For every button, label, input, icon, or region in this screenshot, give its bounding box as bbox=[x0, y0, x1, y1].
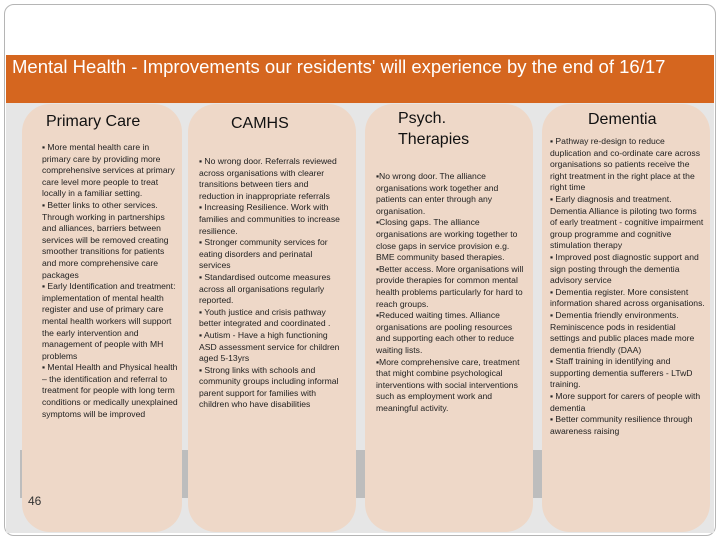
list-item: ▪ Early diagnosis and treatment. Dementia Alliance is piloting two forms of early treatment - cognitive impairment group programme and cognitive stimulation therapy bbox=[550, 193, 704, 251]
list-item: ▪ Early Identification and treatment: implementation of mental health register and use of primary care mental health workers will support the early intervention and management of people with MH problems bbox=[42, 281, 176, 361]
list-item: ▪ Autism - Have a high functioning ASD assessment service for children aged 5-13yrs bbox=[199, 329, 340, 364]
list-item: ▪ Pathway re-design to reduce duplication and co-ordinate care across organisations so patients receive the right treatment in the right place at the right time bbox=[550, 136, 701, 193]
column-heading-dementia: Dementia bbox=[588, 111, 657, 128]
column-body-primary-care bbox=[42, 142, 178, 420]
list-item: ▪ Youth justice and crisis pathway better integrated and coordinated . bbox=[199, 306, 331, 329]
column-heading-camhs: CAMHS bbox=[231, 115, 289, 132]
list-item: ▪ More mental health care in primary care by providing more comprehensive services at primary care level more people to treat locally in a familiar setting. bbox=[42, 142, 175, 199]
column-heading-primary-care: Primary Care bbox=[46, 113, 141, 130]
list-item: ▪More comprehensive care, treatment that might combine psychological interventions with social interventions such as employment work and meaningful activity. bbox=[376, 356, 520, 413]
list-item: ▪ No wrong door. Referrals reviewed across organisations with clearer transitions between tiers and reduction in inappropriate referrals bbox=[199, 156, 337, 201]
list-item: ▪ Standardised outcome measures across all organisations regularly reported. bbox=[199, 271, 331, 306]
list-item: ▪ Strong links with schools and community groups including informal parent support for families with children who have disabilities bbox=[199, 364, 339, 410]
list-item: ▪ Better community resilience through awareness raising bbox=[550, 414, 693, 436]
column-body-psych-therapies bbox=[376, 171, 524, 414]
column-body-camhs bbox=[199, 156, 345, 411]
list-item: ▪Better access. More organisations will provide therapies for common mental health problems particularly for hard to reach groups. bbox=[376, 263, 524, 309]
list-item: ▪ Increasing Resilience. Work with families and communities to increase resilience. bbox=[199, 202, 340, 236]
list-item: ▪ More support for carers of people with dementia bbox=[550, 391, 701, 413]
list-item: ▪ Improved post diagnostic support and sign posting through the dementia advisory service bbox=[550, 251, 699, 286]
list-item: ▪ Stronger community services for eating disorders and perinatal services bbox=[199, 237, 328, 271]
column-heading-psych-therapies: Psych. Therapies bbox=[398, 110, 470, 148]
list-item: ▪ Dementia register. More consistent information shared across organisations. bbox=[550, 286, 705, 309]
list-item: ▪ Dementia friendly environments. Reminiscence pods in residential settings and public places made more dementia friendly (DAA) bbox=[550, 309, 695, 355]
list-item: ▪Closing gaps. The alliance organisations are working together to close gaps in service provision e.g. BME community based therapies. bbox=[376, 217, 518, 263]
page-number: 46 bbox=[28, 494, 42, 508]
slide-title: Mental Health - Improvements our residents' will experience by the end of 16/17 bbox=[12, 56, 666, 77]
list-item: ▪ Better links to other services. Through working in partnerships and alliances, barriers between services will be removed creating smoother transitions for patients and more comprehensive care packages bbox=[42, 199, 169, 280]
list-item: ▪ Mental Health and Physical health – the identification and referral to treatment for people with long term conditions or medically unexplained symptoms will be improved bbox=[42, 362, 178, 419]
list-item: ▪ Staff training in identifying and supporting dementia sufferers - LTwD training. bbox=[550, 356, 693, 390]
list-item: ▪No wrong door. The alliance organisations work together and patients can enter through any organisation. bbox=[376, 171, 499, 216]
list-item: ▪Reduced waiting times. Alliance organisations are pooling resources and supporting each other to reduce waiting lists. bbox=[376, 310, 515, 355]
column-body-dementia bbox=[550, 136, 706, 437]
